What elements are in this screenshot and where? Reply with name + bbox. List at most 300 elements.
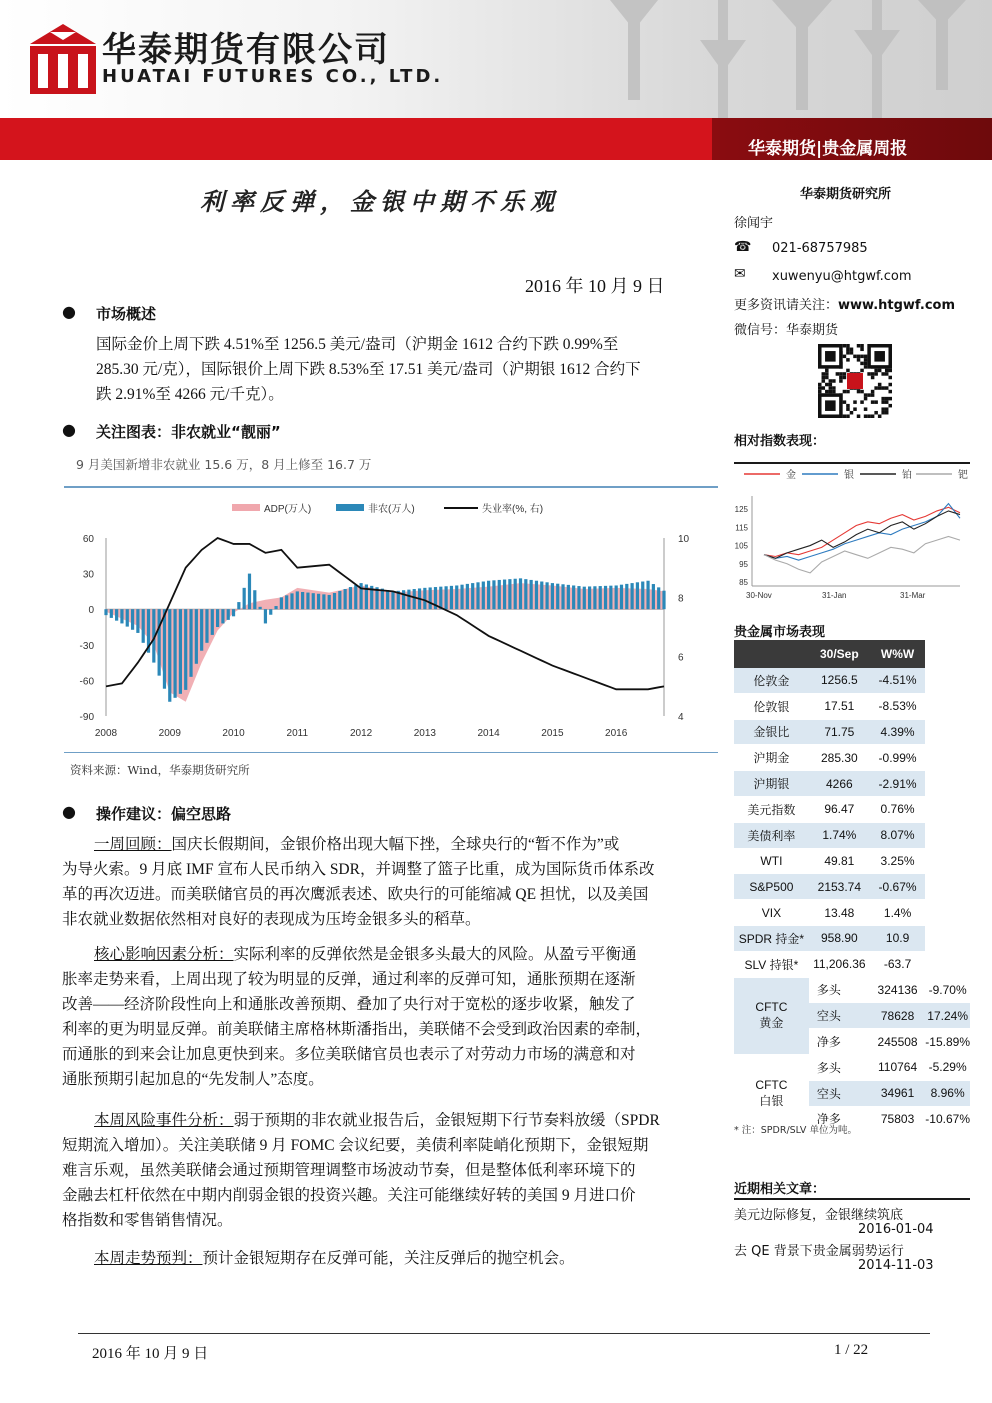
nonfarm-bar — [264, 609, 267, 623]
y-tick-label: 125 — [734, 505, 748, 515]
qr-module — [850, 411, 854, 415]
qr-module — [888, 383, 892, 387]
nonfarm-bar — [253, 590, 256, 609]
para-line: 改善——经济阶段性向上和通胀改善预期、叠加了央行对于宽松的逐步收紧，触发了 — [62, 996, 636, 1013]
nonfarm-bar — [211, 609, 214, 635]
table-row — [734, 796, 970, 822]
x-tick-label: 2008 — [94, 728, 118, 739]
footer-date: 2016 年 10 月 9 日 — [92, 1346, 209, 1362]
cftc-label-line: 白银 — [759, 1093, 784, 1108]
section-heading-overview: 市场概述 — [96, 305, 157, 323]
table-cell: -63.7 — [870, 951, 925, 977]
qr-module — [888, 390, 892, 394]
article-title[interactable]: 美元边际修复，金银继续筑底 — [734, 1208, 904, 1223]
nonfarm-bar — [136, 609, 139, 633]
qr-module — [874, 411, 878, 415]
qr-module — [818, 390, 822, 394]
cftc-label-line: 黄金 — [759, 1016, 784, 1031]
qr-module — [843, 414, 847, 418]
nonfarm-bar — [413, 589, 416, 609]
x-tick-label: 30-Nov — [746, 591, 772, 600]
qr-module — [864, 355, 868, 359]
nonfarm-bar — [248, 574, 251, 610]
legend-label: 非农(万人) — [368, 504, 415, 515]
qr-module — [871, 390, 875, 394]
qr-finder — [874, 351, 885, 362]
nonfarm-bar — [620, 585, 623, 610]
table-cell: WTI — [734, 848, 809, 874]
x-tick-label: 2012 — [349, 728, 373, 739]
table-cell: SLV 持银* — [734, 951, 809, 977]
nonfarm-bar — [402, 590, 405, 609]
qr-module — [860, 344, 864, 348]
market-table-wrap — [734, 640, 970, 1132]
table-cell: 沪期金 — [734, 745, 809, 771]
para-line: 实际利率的反弹依然是金银多头最大的风险。从盈亏平衡通 — [233, 946, 637, 963]
qr-module — [853, 355, 857, 359]
qr-module — [857, 344, 861, 348]
qr-module — [829, 379, 833, 383]
qr-module — [818, 383, 822, 387]
table-cell: 96.47 — [809, 796, 870, 822]
analyst-phone: 021-68757985 — [772, 241, 868, 256]
chart-top-rule — [64, 486, 718, 488]
nonfarm-bar — [439, 587, 442, 610]
company-name-en: HUATAI FUTURES CO., LTD. — [102, 66, 444, 87]
advice-para-1 — [62, 832, 712, 932]
para-line: 短期流入增加）。关注美联储 9 月 FOMC 会议纪要，美债利率陡峭化预期下，金银短期 — [62, 1137, 649, 1154]
qr-module — [822, 376, 826, 380]
qr-module — [871, 400, 875, 404]
market-title: 贵金属市场表现 — [734, 625, 826, 640]
table-cell: 金银比 — [734, 719, 809, 745]
table-cell: 17.24% — [925, 1003, 970, 1029]
nonfarm-bar — [572, 585, 575, 609]
advice-para-3 — [62, 1108, 712, 1233]
header-decoration — [600, 0, 992, 118]
nonfarm-bar — [508, 579, 511, 609]
qr-module — [860, 369, 864, 373]
nonfarm-bar — [386, 590, 389, 609]
nonfarm-bar — [285, 595, 288, 609]
y-tick-label: -90 — [79, 712, 94, 723]
qr-module — [846, 351, 850, 355]
table-row — [734, 951, 970, 977]
table-cell: 空头 — [809, 1080, 870, 1106]
qr-module — [857, 355, 861, 359]
table-row — [734, 900, 970, 926]
nonfarm-bar — [460, 585, 463, 610]
qr-module — [864, 414, 868, 418]
nonfarm-bar — [328, 595, 331, 609]
y-right-tick-label: 10 — [678, 534, 690, 545]
nonfarm-bar — [227, 609, 230, 620]
table-row — [734, 745, 970, 771]
nonfarm-bar — [604, 586, 607, 609]
nonfarm-bar — [429, 587, 432, 609]
nonfarm-bar — [492, 580, 495, 609]
nonfarm-bar — [631, 583, 634, 609]
nonfarm-bar — [354, 585, 357, 609]
table-cell: 美债利率 — [734, 822, 809, 848]
qr-module — [888, 369, 892, 373]
table-cell: 285.30 — [809, 745, 870, 771]
company-name-cn: 华泰期货有限公司 — [102, 30, 390, 70]
chart-caption: 9 月美国新增非农就业 15.6 万，8 月上修至 16.7 万 — [76, 457, 372, 472]
nonfarm-bar — [445, 586, 448, 609]
qr-module — [857, 414, 861, 418]
nonfarm-bar — [567, 585, 570, 609]
table-cell: 4.39% — [870, 719, 925, 745]
nonfarm-bar — [322, 594, 325, 609]
table-cell: 0.76% — [870, 796, 925, 822]
table-cell: -15.89% — [925, 1029, 970, 1055]
logo-mark-icon — [30, 24, 96, 94]
para-label: 核心影响因素分析： — [94, 946, 234, 963]
cftc-label — [734, 1054, 809, 1131]
qr-module — [881, 407, 885, 411]
qr-module — [888, 376, 892, 380]
qr-module — [888, 404, 892, 408]
y-tick-label: 0 — [88, 605, 94, 617]
qr-module — [878, 386, 882, 390]
nonfarm-bar — [301, 592, 304, 609]
qr-module — [860, 390, 864, 394]
qr-module — [881, 411, 885, 415]
article-date: 2016-01-04 — [858, 1222, 934, 1237]
qr-module — [860, 348, 864, 352]
nonfarm-bar — [259, 607, 262, 609]
nonfarm-bar — [131, 609, 134, 630]
table-header-cell: W%W — [870, 640, 925, 668]
nonfarm-bar — [200, 609, 203, 651]
nonfarm-bar — [466, 584, 469, 609]
nonfarm-bar — [593, 586, 596, 609]
qr-module — [867, 393, 871, 397]
table-cell: 净多 — [809, 1029, 870, 1055]
qr-module — [846, 348, 850, 352]
qr-module — [832, 390, 836, 394]
nonfarm-bar — [179, 609, 182, 694]
qr-finder — [825, 400, 836, 411]
table-cell: 4266 — [809, 771, 870, 797]
qr-module — [853, 400, 857, 404]
nonfarm-bar — [482, 582, 485, 610]
nonfarm-bar — [561, 584, 564, 609]
qr-module — [825, 390, 829, 394]
qr-module — [836, 372, 840, 376]
nonfarm-bar — [646, 581, 649, 609]
qr-module — [885, 411, 889, 415]
qr-module — [874, 400, 878, 404]
nonfarm-bar — [142, 609, 145, 643]
table-cell: S&P500 — [734, 874, 809, 900]
qr-module — [829, 383, 833, 387]
table-cell: 多头 — [809, 977, 870, 1003]
section-heading-advice: 操作建议：偏空思路 — [96, 805, 232, 823]
articles-divider — [734, 1198, 970, 1200]
qr-module — [846, 358, 850, 362]
nonfarm-bar — [110, 609, 113, 618]
para-line: 弱于预期的非农就业报告后，金银短期下行节奏料放缓（SPDR — [233, 1112, 660, 1129]
table-row — [734, 977, 970, 1003]
analyst-email[interactable]: xuwenyu@htgwf.com — [772, 269, 912, 284]
table-cell: 34961 — [870, 1080, 925, 1106]
website-link[interactable]: www.htgwf.com — [838, 298, 956, 313]
x-tick-label: 31-Jan — [822, 591, 847, 600]
table-cell: 净多 — [809, 1106, 870, 1132]
nonfarm-bar — [471, 583, 474, 609]
nonfarm-bar — [487, 581, 490, 609]
x-tick-label: 2015 — [541, 728, 564, 739]
nonfarm-bar — [662, 591, 665, 610]
nonfarm-bar — [391, 591, 394, 609]
qr-module — [825, 376, 829, 380]
legend-swatch — [336, 504, 364, 511]
para-line: 难言乐观，虽然美联储会通过预期管理调整市场波动节奏，但是整体低利率环境下的 — [62, 1162, 636, 1179]
y-right-tick-label: 4 — [678, 712, 684, 723]
table-cell: 8.96% — [925, 1080, 970, 1106]
footer-rule — [78, 1333, 930, 1334]
articles-title: 近期相关文章： — [734, 1182, 826, 1197]
legend-label: 金 — [786, 470, 796, 481]
page-number: 1 / 22 — [834, 1342, 869, 1358]
qr-module — [825, 383, 829, 387]
qr-module — [822, 372, 826, 376]
nonfarm-bar — [280, 597, 283, 609]
qr-module — [853, 407, 857, 411]
qr-module — [881, 400, 885, 404]
nonfarm-bar — [476, 582, 479, 609]
advice-para-4 — [62, 1246, 712, 1271]
nonfarm-bar — [312, 593, 315, 609]
para-line: 革的再次迈进。而美联储官员的再次鹰派表述、欧央行的可能缩减 QE 担忧，以及美国 — [62, 886, 649, 903]
table-cell: 3.25% — [870, 848, 925, 874]
report-tag: 华泰期货|贵金属周报 — [748, 139, 908, 159]
nonfarm-chart — [64, 490, 718, 750]
nonfarm-bar — [503, 580, 506, 610]
table-cell: -0.99% — [870, 745, 925, 771]
qr-module — [829, 390, 833, 394]
qr-module — [885, 397, 889, 401]
qr-module — [843, 355, 847, 359]
para-line: 格指数和零售销售情况。 — [62, 1212, 233, 1229]
qr-module — [846, 404, 850, 408]
nonfarm-bar — [657, 587, 660, 609]
para-line: 国庆长假期间，金银价格出现大幅下挫，全球央行的“暂不作为”或 — [171, 836, 620, 853]
qr-module — [874, 369, 878, 373]
table-cell: 75803 — [870, 1106, 925, 1132]
table-cell: 49.81 — [809, 848, 870, 874]
qr-module — [871, 376, 875, 380]
qr-module — [846, 369, 850, 373]
table-cell: 1.74% — [809, 822, 870, 848]
qr-finder — [825, 351, 836, 362]
table-cell: 245508 — [870, 1029, 925, 1055]
analyst-name: 徐闻宇 — [734, 216, 774, 231]
table-cell: SPDR 持金* — [734, 925, 809, 951]
nonfarm-bar — [317, 594, 320, 609]
legend-label: ADP(万人) — [264, 504, 312, 515]
nonfarm-bar — [615, 585, 618, 609]
nonfarm-bar — [163, 609, 166, 689]
para-line: 胀率走势来看，上周出现了较为明显的反弹，通过利率的反弹可知，通胀预期在逐渐 — [62, 971, 636, 988]
x-tick-label: 2013 — [413, 728, 436, 739]
x-tick-label: 2014 — [477, 728, 500, 739]
nonfarm-bar — [540, 582, 543, 610]
nonfarm-bar — [407, 590, 410, 610]
nonfarm-bar — [519, 578, 522, 609]
overview-line: 国际金价上周下跌 4.51%至 1256.5 美元/盎司（沪期金 1612 合约下跌 0.99%至 — [96, 336, 619, 353]
qr-module — [850, 351, 854, 355]
wechat-id: 微信号：华泰期货 — [734, 323, 839, 338]
more-info — [734, 294, 955, 313]
nonfarm-bar — [269, 609, 272, 615]
nonfarm-bar — [296, 591, 299, 609]
nonfarm-bar — [625, 584, 628, 609]
qr-module — [843, 372, 847, 376]
table-cell: 958.90 — [809, 925, 870, 951]
qr-module — [857, 358, 861, 362]
nonfarm-bar — [168, 609, 171, 702]
para-line: 金融去杠杆依然在中期内削弱金银的投资兴趣。关注可能继续好转的美国 9 月进口价 — [62, 1187, 636, 1204]
table-row — [734, 693, 970, 719]
table-cell: -0.67% — [870, 874, 925, 900]
qr-module — [860, 400, 864, 404]
legend-label: 银 — [844, 470, 854, 481]
table-cell: -2.91% — [870, 771, 925, 797]
para-line: 通胀预期引起加息的“先发制人”态度。 — [62, 1071, 324, 1088]
table-note: * 注：SPDR/SLV 单位为吨。 — [734, 1125, 857, 1136]
nonfarm-bar — [158, 609, 161, 675]
table-cell: 71.75 — [809, 719, 870, 745]
table-header-row — [734, 640, 970, 668]
nonfarm-bar — [577, 586, 580, 609]
table-cell: -5.29% — [925, 1054, 970, 1080]
table-cell: 78628 — [870, 1003, 925, 1029]
qr-module — [864, 358, 868, 362]
section-heading-focus: 关注图表：非农就业“靓丽” — [96, 423, 281, 441]
qr-module — [832, 379, 836, 383]
nonfarm-bar — [636, 582, 639, 609]
table-cell: 空头 — [809, 1003, 870, 1029]
x-tick-label: 2010 — [222, 728, 245, 739]
nonfarm-bar — [349, 587, 352, 609]
qr-module — [878, 383, 882, 387]
qr-module — [846, 344, 850, 348]
table-cell: 10.9 — [870, 925, 925, 951]
cftc-label-line: CFTC — [755, 1000, 788, 1015]
nonfarm-bar — [338, 591, 341, 609]
qr-module — [839, 379, 843, 383]
qr-module — [843, 344, 847, 348]
article-title[interactable]: 去 QE 背景下贵金属弱势运行 — [734, 1244, 904, 1259]
nonfarm-bar — [306, 593, 309, 610]
nonfarm-bar — [104, 609, 107, 615]
nonfarm-bar — [381, 589, 384, 610]
table-cell: 多头 — [809, 1054, 870, 1080]
nonfarm-bar — [652, 584, 655, 609]
series-line — [764, 511, 960, 558]
table-cell: 11,206.36 — [809, 951, 870, 977]
nonfarm-bar — [120, 609, 123, 623]
bullet-icon: ● — [62, 302, 76, 321]
table-cell: 110764 — [870, 1054, 925, 1080]
qr-module — [885, 407, 889, 411]
email-icon: ✉ — [734, 266, 746, 282]
qr-module — [878, 369, 882, 373]
qr-module — [878, 414, 882, 418]
table-cell: 1256.5 — [809, 668, 870, 693]
article-date: 2014-11-03 — [858, 1258, 934, 1273]
y-tick-label: 60 — [82, 534, 94, 545]
qr-module — [867, 414, 871, 418]
qr-module — [822, 379, 826, 383]
para-label: 一周回顾： — [94, 836, 172, 853]
nonfarm-bar — [115, 609, 118, 620]
nonfarm-bar — [205, 609, 208, 643]
nonfarm-bar — [344, 589, 347, 609]
nonfarm-bar — [173, 609, 176, 698]
nonfarm-bar — [455, 585, 458, 609]
table-row — [734, 719, 970, 745]
y-tick-label: -30 — [79, 640, 94, 652]
x-tick-label: 2011 — [286, 728, 309, 739]
market-table — [734, 640, 970, 1132]
nonfarm-bar — [216, 609, 219, 627]
para-label: 本周风险事件分析： — [94, 1112, 234, 1129]
bullet-icon: ● — [62, 420, 76, 439]
nonfarm-bar — [237, 602, 240, 609]
y-tick-label: 115 — [735, 523, 748, 533]
cftc-label-line: CFTC — [755, 1077, 788, 1092]
cftc-label — [734, 977, 809, 1054]
nonfarm-bar — [545, 582, 548, 609]
qr-module — [860, 362, 864, 366]
table-cell: 17.51 — [809, 693, 870, 719]
y-right-tick-label: 6 — [678, 652, 684, 664]
qr-module — [888, 397, 892, 401]
nonfarm-bar — [556, 584, 559, 610]
qr-module — [881, 386, 885, 390]
qr-module — [829, 386, 833, 390]
table-cell: VIX — [734, 900, 809, 926]
advice-para-2 — [62, 942, 712, 1092]
qr-module — [843, 400, 847, 404]
y-right-tick-label: 8 — [678, 593, 684, 605]
table-cell: -4.51% — [870, 668, 925, 693]
series-line — [764, 536, 960, 572]
table-row — [734, 668, 970, 693]
qr-logo — [847, 373, 863, 389]
report-date: 2016 年 10 月 9 日 — [525, 276, 665, 296]
bullet-icon: ● — [62, 802, 76, 821]
relative-index-chart — [734, 464, 970, 604]
qr-module — [867, 372, 871, 376]
nonfarm-bar — [514, 579, 517, 609]
y-tick-label: 85 — [739, 578, 748, 587]
qr-module — [822, 386, 826, 390]
nonfarm-bar — [609, 586, 612, 610]
qr-module — [864, 365, 868, 369]
qr-module — [818, 386, 822, 390]
qr-module — [832, 386, 836, 390]
para-line: 利率的更为明显反弹。前美联储主席格林斯潘指出，美联储不会受到政治因素的牵制， — [62, 1021, 652, 1038]
nonfarm-bar — [583, 587, 586, 610]
qr-module — [860, 355, 864, 359]
table-row — [734, 771, 970, 797]
nonfarm-bar — [599, 586, 602, 609]
